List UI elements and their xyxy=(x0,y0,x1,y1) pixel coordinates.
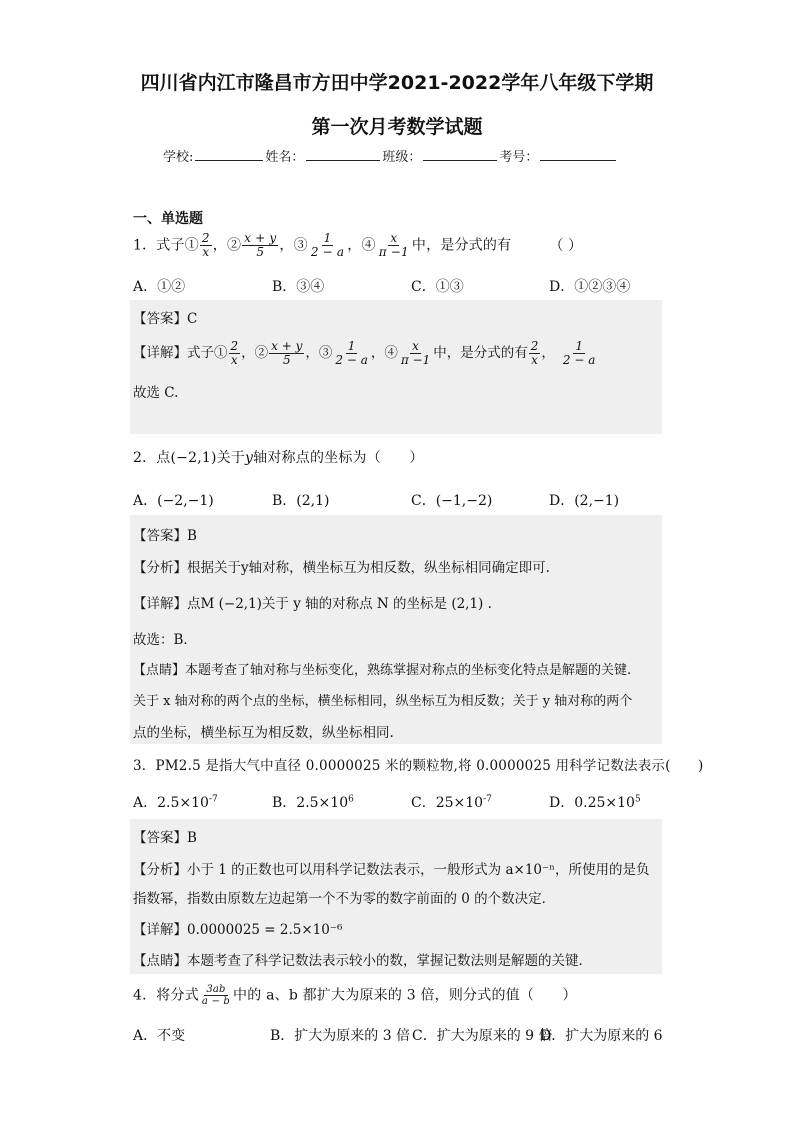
q3-answer: 【答案】B xyxy=(133,830,197,846)
class-label: 班级： xyxy=(382,150,422,165)
q4-fraction: $\frac{3ab}{a - b}$ xyxy=(201,984,231,1007)
question-4-stem: 4．将分式 $\frac{3ab}{a - b}$ 中的 a、b 都扩大为原来的 3 倍，则分式的值（ ） xyxy=(133,984,577,1007)
q1-answer: 【答案】C xyxy=(133,311,198,327)
q1-option-b[interactable]: B．③④ xyxy=(272,279,325,295)
name-blank[interactable] xyxy=(306,146,380,161)
q1-answer-box xyxy=(130,300,662,434)
q3-option-a[interactable]: A．$2.5\times 10^{-7}$ xyxy=(133,794,218,811)
q2-option-b[interactable]: B．(2,1) xyxy=(272,493,330,509)
q2-option-d[interactable]: D．(2,−1) xyxy=(549,493,620,509)
school-blank[interactable] xyxy=(195,146,263,161)
q2-comment-line-2: 关于 x 轴对称的两个点的坐标，横坐标相同，纵坐标互为相反数；关于 y 轴对称的两个 xyxy=(133,694,633,709)
q4-option-a[interactable]: A．不变 xyxy=(133,1028,186,1044)
q1-fraction-1: $\frac{2}{x}$ xyxy=(201,231,210,259)
q1-option-c[interactable]: C．①③ xyxy=(411,279,464,295)
q3-option-d[interactable]: D．$0.25\times 10^5$ xyxy=(549,794,641,811)
question-2-stem: 2．点(−2,1)关于y轴对称点的坐标为（ ） xyxy=(133,450,424,466)
q2-comment-line-1: 【点睛】本题考查了轴对称与坐标变化，熟练掌握对称点的坐标变化特点是解题的关键. xyxy=(133,663,632,678)
q1-fraction-4: $\frac{x}{\pi -1}$ xyxy=(378,231,409,259)
school-label: 学校: xyxy=(163,150,194,165)
q1-prefix: 1．式子① xyxy=(133,237,199,254)
q2-conclusion: 故选：B． xyxy=(133,632,197,648)
name-label: 姓名： xyxy=(265,150,305,165)
q1-detail: 【详解】式子① $\frac{2}{x}$ ，② $\frac{x + y}{5}$ ，③ $\frac{1}{2 - a}$ ，④ $\frac{x}{\pi -1}$ 中，是分式的有 $\frac{2}{x}$ ， $\frac{1}{2 - a}$ xyxy=(133,339,596,367)
q1-conclusion: 故选 C. xyxy=(133,385,179,401)
class-blank[interactable] xyxy=(423,146,497,161)
q3-detail: 【详解】0.0000025 = 2.5×10⁻⁶ xyxy=(133,922,343,938)
q2-detail: 【详解】点M (−2,1)关于 y 轴的对称点 N 的坐标是 (2,1) . xyxy=(133,596,492,612)
number-label: 考号： xyxy=(499,150,539,165)
q4-option-b[interactable]: B．扩大为原来的 3 倍 xyxy=(270,1028,411,1044)
q2-answer-box xyxy=(130,515,662,744)
question-1-stem: 1．式子① $\frac{2}{x}$ ，② $\frac{x + y}{5}$ ，③ $\frac{1}{2 - a}$ ，④ $\frac{x}{\pi -1}$ 中，是分式的有 （ ） xyxy=(133,231,583,259)
q1-fraction-3: $\frac{1}{2 - a}$ xyxy=(310,231,345,259)
student-info-row xyxy=(163,146,618,165)
title-line-2: 第一次月考数学试题 xyxy=(311,116,483,138)
q4-option-d[interactable]: D．扩大为原来的 6 xyxy=(540,1028,663,1044)
q1-option-d[interactable]: D．①②③④ xyxy=(549,279,631,295)
q2-option-c[interactable]: C．(−1,−2) xyxy=(411,493,493,509)
q2-comment-line-3: 点的坐标，横坐标互为相反数，纵坐标相同. xyxy=(133,725,394,741)
q3-option-c[interactable]: C．$25\times 10^{-7}$ xyxy=(411,794,492,811)
title-line-1: 四川省内江市隆昌市方田中学2021-2022学年八年级下学期 xyxy=(140,72,654,94)
q1-option-a[interactable]: A．①② xyxy=(133,279,186,295)
q2-analysis: 【分析】根据关于y轴对称，横坐标互为相反数，纵坐标相同确定即可. xyxy=(133,560,550,576)
q3-analysis-line-2: 指数幂，指数由原数左边起第一个不为零的数字前面的 0 的个数决定． xyxy=(133,891,556,907)
q2-option-a[interactable]: A．(−2,−1) xyxy=(133,493,214,509)
question-3-stem: 3．PM2.5 是指大气中直径 0.0000025 米的颗粒物,将 0.0000025 用科学记数法表示( ) xyxy=(133,758,704,774)
section-title: 一、单选题 xyxy=(133,211,203,227)
q2-answer: 【答案】B xyxy=(133,528,197,544)
q4-option-c[interactable]: C．扩大为原来的 9 倍 xyxy=(412,1028,553,1044)
number-blank[interactable] xyxy=(540,146,616,161)
q3-analysis-line-1: 【分析】小于 1 的正数也可以用科学记数法表示，一般形式为 a×10⁻ⁿ，所使用的是负 xyxy=(133,862,650,878)
q3-option-b[interactable]: B．$2.5\times 10^6$ xyxy=(272,794,354,811)
q1-fraction-2: $\frac{x + y}{5}$ xyxy=(244,231,277,259)
q3-comment: 【点睛】本题考查了科学记数法表示较小的数，掌握记数法则是解题的关键． xyxy=(133,953,592,969)
